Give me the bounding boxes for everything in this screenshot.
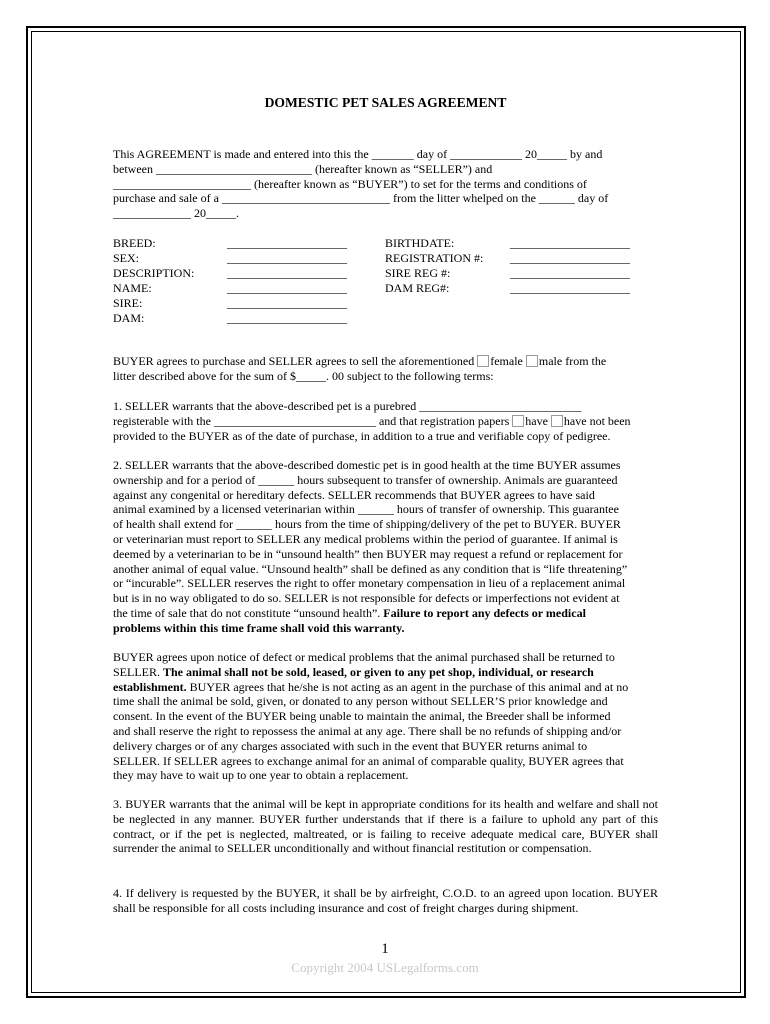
have-not-label: have not been	[563, 413, 631, 428]
section-1	[113, 399, 658, 443]
field-row	[113, 281, 658, 296]
dam-reg-blank: ____________________	[510, 281, 630, 295]
section-2-line: or veterinarian must report to SELLER any medical problems within the period of guarantee. If animal is	[113, 531, 618, 546]
birthdate-blank: ____________________	[510, 236, 630, 250]
field-row	[113, 251, 658, 266]
intro-paragraph	[113, 147, 658, 221]
return-text: SELLER.	[113, 664, 163, 679]
have-label: have	[525, 413, 548, 428]
dam-reg-label: DAM REG#:	[385, 281, 450, 295]
section-3: 3. BUYER warrants that the animal will be kept in appropriate conditions for its health and welfare and shall not be neglected in any manner. BUYER further understands that if there is a failure to uphold any part of this contract, or if the pet is neglected, maltreated, or is failing to receive adequate medical care, BUYER shall surrender the animal to SELLER unconditionally and without financial restitution or compensation.	[113, 797, 658, 856]
dam-label: DAM:	[113, 311, 145, 325]
agreement-line	[113, 354, 658, 369]
breed-label: BREED:	[113, 236, 156, 250]
sex-label: SEX:	[113, 251, 140, 265]
description-label: DESCRIPTION:	[113, 266, 195, 280]
section-2-text: the time of sale that do not constitute “unsound health”.	[113, 605, 384, 620]
birthdate-label: BIRTHDATE:	[385, 236, 455, 250]
intro-line: _______________________ (hereafter known as “BUYER”) to set for the terms and conditions of	[113, 176, 587, 191]
warranty-warning-line: problems within this time frame shall void this warranty.	[113, 620, 405, 635]
agreement-text: BUYER agrees to purchase and SELLER agrees to sell the aforementioned	[113, 354, 475, 368]
registration-blank: ____________________	[510, 251, 630, 265]
section-2-line: 2. SELLER warrants that the above-described domestic pet is in good health at the time BUYER assumes	[113, 458, 621, 472]
dam-blank: ____________________	[227, 311, 347, 325]
agreement-line: litter described above for the sum of $_____. 00 subject to the following terms:	[113, 368, 494, 383]
section-2-line: ownership and for a period of ______ hours subsequent to transfer of ownership. Animals are guaranteed	[113, 472, 618, 487]
return-line	[113, 665, 658, 680]
sex-blank: ____________________	[227, 251, 347, 265]
field-row	[113, 266, 658, 281]
section-2-line	[113, 606, 658, 621]
section-4: 4. If delivery is requested by the BUYER, it shall be by airfreight, C.O.D. to an agreed upon location. BUYER shall be responsible for all costs including insurance and cost of freight charges during shipment.	[113, 886, 658, 915]
intro-line: purchase and sale of a ____________________________ from the litter whelped on the ______ day of	[113, 191, 609, 206]
return-line: consent. In the event of the BUYER being unable to maintain the animal, the Breeder shall be informed	[113, 709, 611, 724]
section-2-line: deemed by a veterinarian to be in “unsound health” then BUYER may request a refund or replacement for	[113, 546, 623, 561]
document-title: DOMESTIC PET SALES AGREEMENT	[264, 95, 507, 110]
section-2-line: another animal of equal value. “Unsound health” shall be defined as any condition that is “life threatening”	[113, 561, 628, 576]
return-section	[113, 650, 658, 783]
intro-line: _____________ 20_____.	[113, 206, 239, 221]
no-resale-warning: The animal shall not be sold, leased, or given to any pet shop, individual, or research	[163, 664, 594, 679]
copyright-notice: Copyright 2004 USLegalforms.com	[291, 960, 479, 975]
return-line: BUYER agrees upon notice of defect or medical problems that the animal purchased shall be returned to	[113, 650, 615, 664]
section-1-line: 1. SELLER warrants that the above-described pet is a purebred ___________________________	[113, 399, 582, 413]
page-number: 1	[381, 941, 389, 957]
intro-line: between __________________________ (hereafter known as “SELLER”) and	[113, 161, 493, 176]
male-label: male from the	[538, 354, 607, 368]
female-checkbox[interactable]	[477, 355, 489, 367]
name-label: NAME:	[113, 281, 152, 295]
return-line: they may have to wait up to one year to obtain a replacement.	[113, 768, 409, 783]
have-not-checkbox[interactable]	[551, 415, 563, 427]
name-blank: ____________________	[227, 281, 347, 295]
description-blank: ____________________	[227, 266, 347, 280]
breed-blank: ____________________	[227, 236, 347, 250]
section-2-line: of health shall extend for ______ hours from the time of shipping/delivery of the pet to BUYER. BUYER	[113, 517, 621, 532]
pet-details-fields	[113, 236, 658, 326]
field-row	[113, 311, 658, 326]
sire-reg-blank: ____________________	[510, 266, 630, 280]
section-2-line: but is in no way obligated to do so. SELLER is not responsible for defects or imperfections not evident at	[113, 591, 620, 606]
registerable-text: registerable with the ___________________________ and that registration papers	[113, 413, 510, 428]
section-1-line	[113, 414, 658, 429]
male-checkbox[interactable]	[526, 355, 538, 367]
sire-blank: ____________________	[227, 296, 347, 310]
section-2-line: or “incurable”. SELLER reserves the right to offer monetary compensation in lieu of a replacement animal	[113, 576, 626, 591]
no-resale-warning-end: establishment.	[113, 679, 187, 694]
have-checkbox[interactable]	[512, 415, 524, 427]
registration-label: REGISTRATION #:	[385, 251, 484, 265]
return-line: SELLER. If SELLER agrees to exchange animal for an animal of comparable quality, BUYER agrees that	[113, 753, 624, 768]
return-line: time shall the animal be sold, given, or donated to any person without SELLER’S prior knowledge and	[113, 694, 608, 709]
sire-label: SIRE:	[113, 296, 143, 310]
field-row	[113, 236, 658, 251]
intro-line: This AGREEMENT is made and entered into this the _______ day of ____________ 20_____ by and	[113, 147, 603, 161]
field-row	[113, 296, 658, 311]
return-line: delivery charges or of any charges associated with such in the event that BUYER returns animal to	[113, 738, 588, 753]
sire-reg-label: SIRE REG #:	[385, 266, 451, 280]
section-2-line: against any congenital or hereditary defects. SELLER recommends that BUYER agrees to have said	[113, 487, 595, 502]
return-line: and shall reserve the right to repossess the animal at any age. There shall be no refunds of shipping and/or	[113, 723, 622, 738]
agreement-paragraph	[113, 354, 658, 384]
return-text: BUYER agrees that he/she is not acting as an agent in the purchase of this animal and at no	[186, 679, 629, 694]
warranty-warning: Failure to report any defects or medical	[383, 605, 586, 620]
section-2-line: animal examined by a licensed veterinarian within ______ hours of transfer of ownership. This guarantee	[113, 502, 619, 517]
return-line	[113, 680, 658, 695]
section-2	[113, 458, 658, 636]
section-1-line: provided to the BUYER as of the date of purchase, in addition to a true and verifiable copy of pedigree.	[113, 428, 611, 443]
female-label: female	[490, 354, 523, 368]
